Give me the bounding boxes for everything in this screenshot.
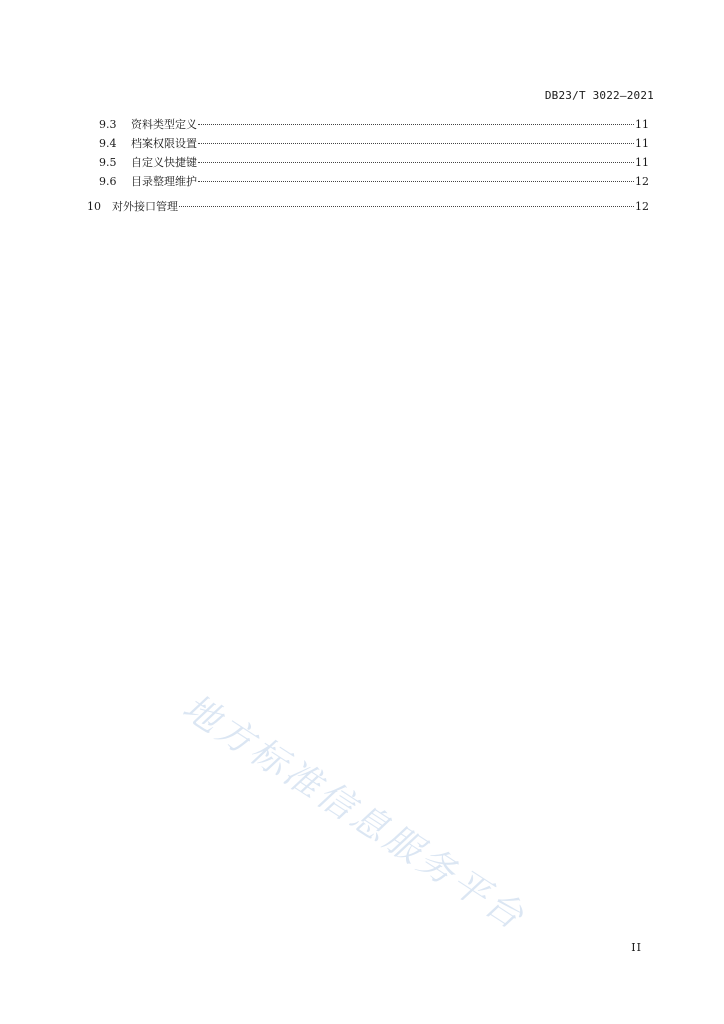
toc-entry-page: 12 [635, 200, 649, 213]
toc-entry-title: 档案权限设置 [131, 137, 197, 150]
document-code: DB23/T 3022—2021 [544, 89, 654, 102]
toc-entry-number: 9.3 [99, 118, 117, 131]
toc-entry-number: 9.6 [99, 175, 117, 188]
toc-entry-number: 10 [87, 200, 101, 213]
toc-entry-10[interactable] [87, 200, 649, 214]
toc-entry-page: 12 [635, 175, 649, 188]
toc-entry-9-5[interactable] [99, 156, 649, 170]
page-number: II [631, 941, 642, 954]
toc-dot-leader [179, 206, 634, 207]
toc-entry-number: 9.4 [99, 137, 117, 150]
toc-entry-page: 11 [635, 118, 649, 131]
toc-dot-leader [198, 162, 634, 163]
toc-dot-leader [198, 181, 634, 182]
toc-entry-9-4[interactable] [99, 137, 649, 151]
toc-entry-title: 自定义快捷键 [131, 156, 197, 169]
toc-entry-number: 9.5 [99, 156, 117, 169]
toc-entry-page: 11 [635, 137, 649, 150]
toc-entry-title: 对外接口管理 [112, 200, 178, 213]
toc-dot-leader [198, 124, 634, 125]
toc-entry-page: 11 [635, 156, 649, 169]
toc-entry-title: 资料类型定义 [131, 118, 197, 131]
toc-entry-9-3[interactable] [99, 118, 649, 132]
watermark: 地方标准信息服务平台 [175, 686, 534, 940]
toc-dot-leader [198, 143, 634, 144]
toc-entry-9-6[interactable] [99, 175, 649, 189]
toc-entry-title: 目录整理维护 [131, 175, 197, 188]
